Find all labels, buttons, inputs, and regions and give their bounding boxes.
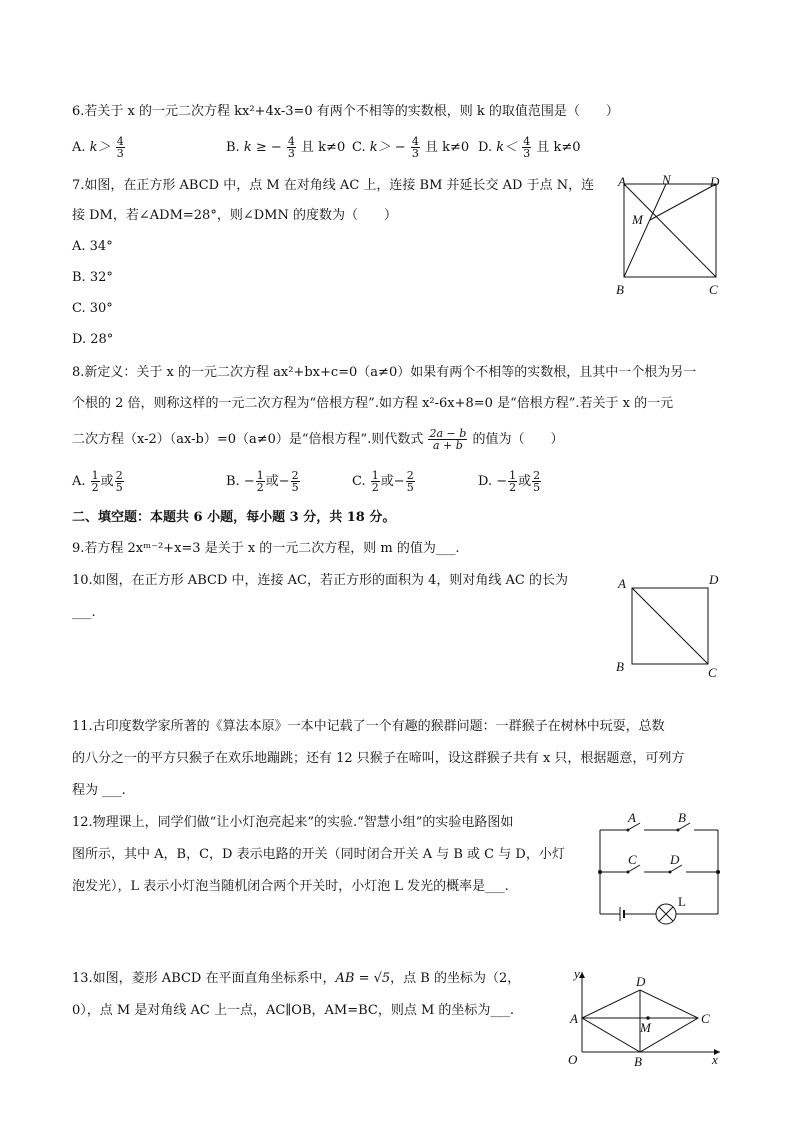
label-b: B [634,1054,642,1069]
q8-line2: 个根的 2 倍，则称这样的一元二次方程为“倍根方程”.如方程 x²-6x+8=0 是“倍根方程”.若关于 x 的一元 [72,396,674,411]
label-d: D [709,572,719,587]
q7-line2: 接 DM，若∠ADM=28°，则∠DMN 的度数为（ ） [72,208,397,223]
q7-option-c[interactable]: C. 30° [72,301,113,316]
q12-line3: 泡发光），L 表示小灯泡当随机闭合两个开关时，小灯泡 L 发光的概率是___. [72,879,509,894]
q13-line1: 13.如图，菱形 ABCD 在平面直角坐标系中，AB = √5，点 B 的坐标为（2， [72,971,521,986]
q6-option-a[interactable]: A. k＞ $\frac{4}{3}$ [72,135,124,160]
axis-x-label: x [712,1052,718,1067]
q8-line3: 二次方程（x-2）（ax-b）=0（a≠0）是“倍根方程”.则代数式 $\frac{2a - b}{a + b}$ 的值为（ ） [72,427,564,452]
q8-option-a[interactable]: A. $\frac{1}{2}$ 或 $\frac{2}{5}$ [72,469,123,494]
q13-line2: 0），点 M 是对角线 AC 上一点，AC∥OB，AM=BC，则点 M 的坐标为___. [72,1003,515,1018]
section-heading: 二、填空题：本题共 6 小题，每小题 3 分，共 18 分。 [72,510,396,525]
q8-line1: 8.新定义：关于 x 的一元二次方程 ax²+bx+c=0（a≠0）如果有两个不相等的实数根，且其中一个根为另一 [72,365,697,380]
fraction: $\frac{4}{3}$ [411,135,419,160]
switch-c-label: C [628,852,637,867]
lamp-label: L [678,894,686,909]
q6-option-b[interactable]: B. k ≥ − $\frac{4}{3}$ 且 k≠0 [226,135,346,160]
label-a: A [618,576,626,591]
q11-line2: 的八分之一的平方只猴子在欢乐地蹦跳；还有 12 只猴子在啼叫，设这群猴子共有 x 只，根据题意，可列方 [72,751,685,766]
label-c: C [709,282,718,297]
fraction: $\frac{4}{3}$ [287,135,295,160]
q12-line1: 12.物理课上，同学们做“让小灯泡亮起来”的实验.“智慧小组”的实验电路图如 [72,815,514,830]
q6-stem: 6.若关于 x 的一元二次方程 kx²+4x-3=0 有两个不相等的实数根，则 k 的取值范围是（ ） [72,104,619,119]
q13-rhombus-figure [564,966,734,1070]
label-a: A [570,1011,578,1026]
label-n: N [662,172,671,187]
switch-a-label: A [628,810,636,825]
q7-square-figure [612,172,732,302]
fraction: $\frac{4}{3}$ [116,135,124,160]
label-c: C [701,1011,710,1026]
q7-option-b[interactable]: B. 32° [72,270,113,285]
label-d: D [710,174,720,189]
q12-line2: 图所示，其中 A，B，C，D 表示电路的开关（同时闭合开关 A 与 B 或 C 与 D，小灯 [72,847,565,862]
label-m: M [632,212,643,227]
q11-line1: 11.古印度数学家所著的《算法本原》一本中记载了一个有趣的猴群问题：一群猴子在树林中玩耍，总数 [72,719,665,734]
switch-b-label: B [678,810,686,825]
q7-line1: 7.如图，在正方形 ABCD 中，点 M 在对角线 AC 上，连接 BM 并延长交 AD 于点 N，连 [72,178,595,193]
q6-option-d[interactable]: D. k＜ $\frac{4}{3}$ 且 k≠0 [478,135,581,160]
label-a: A [618,174,626,189]
q8-option-c[interactable]: C. $\frac{1}{2}$ 或− $\frac{2}{5}$ [352,469,414,494]
q10-line1: 10.如图，在正方形 ABCD 中，连接 AC，若正方形的面积为 4，则对角线 AC 的长为 [72,573,568,588]
q10-square-figure [616,574,726,684]
q10-line2: ___. [72,605,96,620]
label-m: M [640,1020,651,1035]
q7-option-d[interactable]: D. 28° [72,332,114,347]
label-b: B [616,659,624,674]
q7-option-a[interactable]: A. 34° [72,239,113,254]
q12-circuit-figure [596,810,726,930]
expression-fraction: $\frac{2a - b}{a + b}$ [429,427,467,452]
origin-label: O [568,1052,578,1067]
q11-line3: 程为 ___. [72,783,126,798]
switch-d-label: D [670,852,680,867]
label-c: C [708,665,717,680]
q9-text: 9.若方程 2xᵐ⁻²+x=3 是关于 x 的一元二次方程，则 m 的值为___. [72,541,460,556]
q6-option-c[interactable]: C. k＞ − $\frac{4}{3}$ 且 k≠0 [352,135,470,160]
q8-option-b[interactable]: B. − $\frac{1}{2}$ 或− $\frac{2}{5}$ [226,469,299,494]
fraction: $\frac{4}{3}$ [523,135,531,160]
q8-option-d[interactable]: D. − $\frac{1}{2}$ 或 $\frac{2}{5}$ [478,469,541,494]
label-b: B [616,282,624,297]
label-d: D [636,974,646,989]
axis-y-label: y [574,966,580,981]
